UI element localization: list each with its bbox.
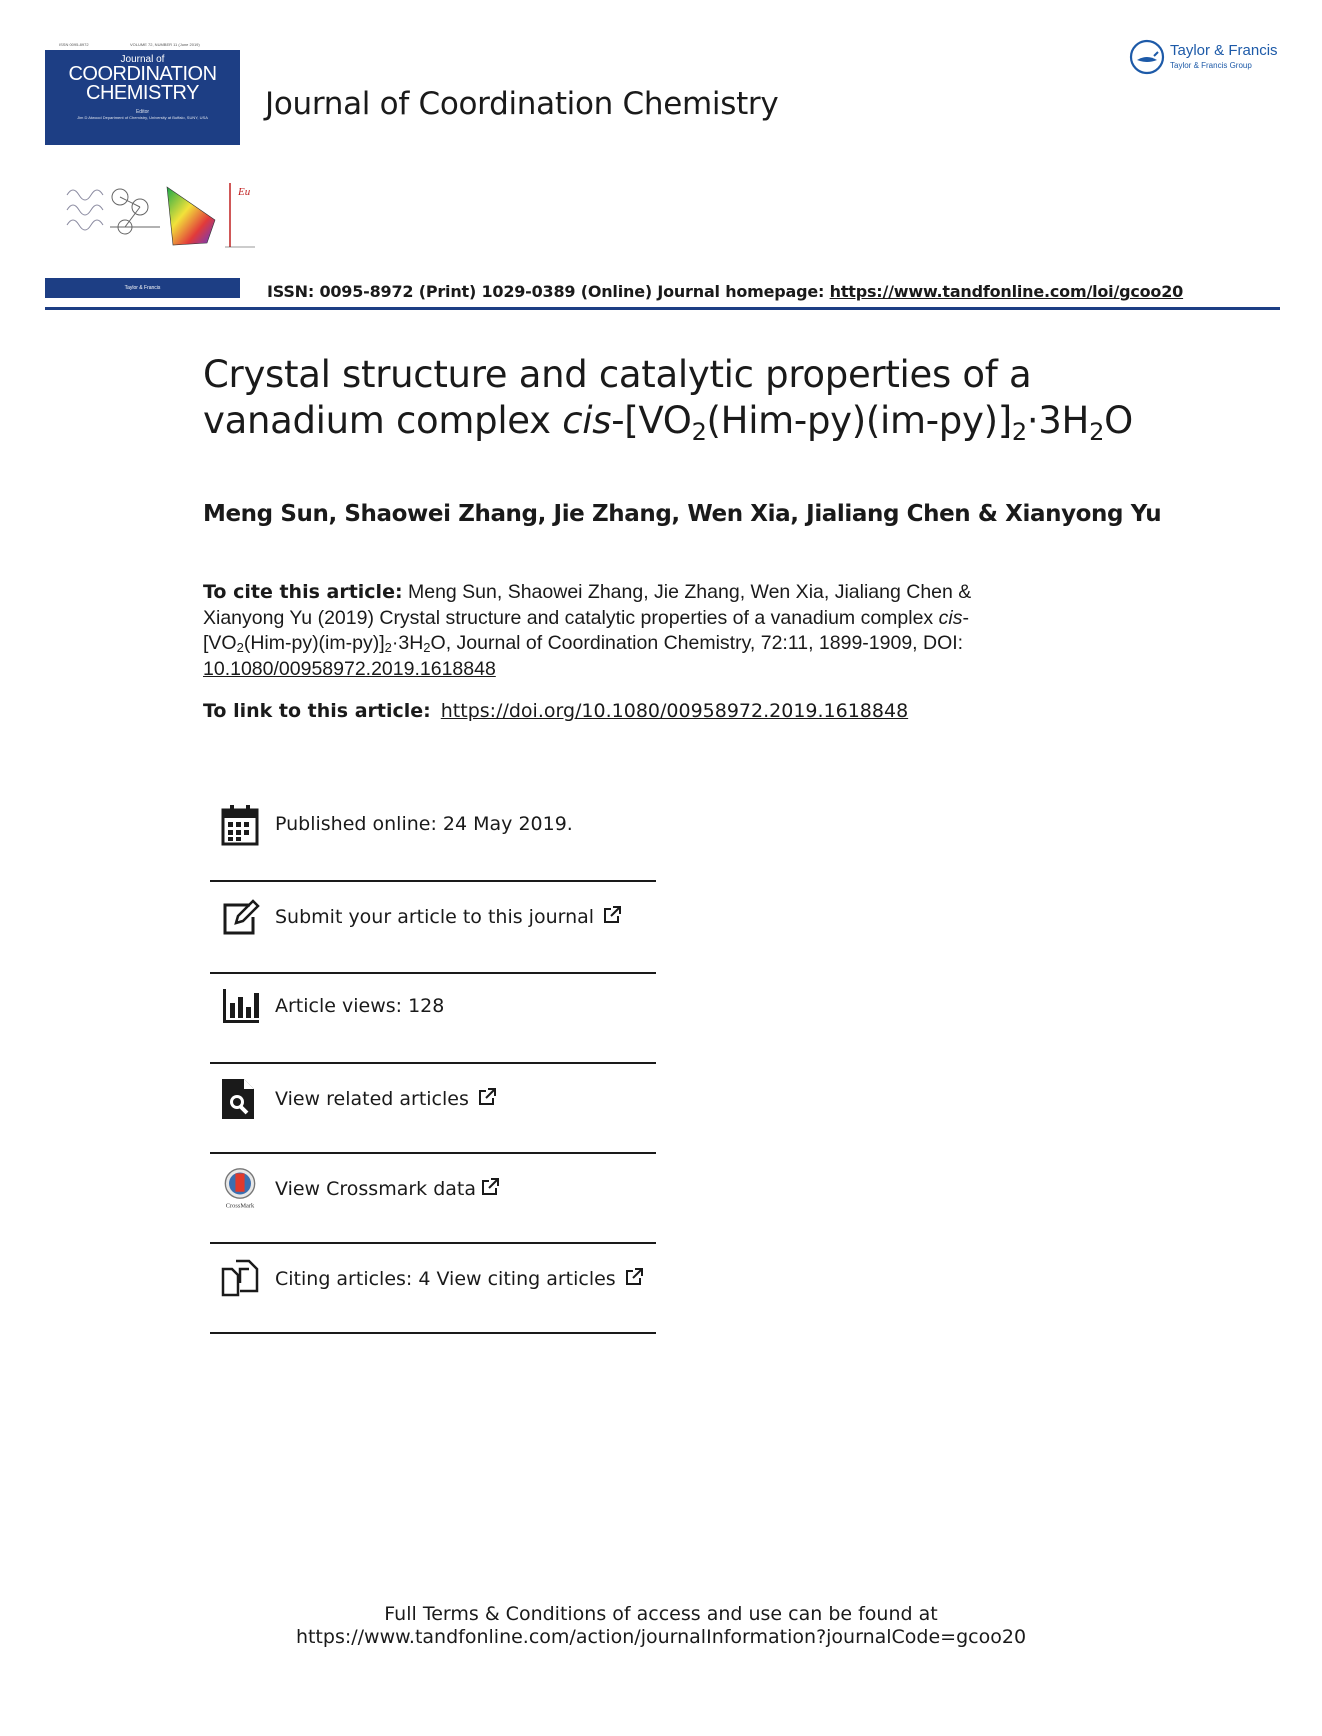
divider	[210, 1152, 656, 1154]
crossmark-icon	[220, 1167, 260, 1211]
cite-text: [VO	[203, 632, 237, 654]
crossmark-link[interactable]	[275, 1177, 500, 1200]
title-line-2	[203, 398, 1203, 444]
external-link-icon	[480, 1177, 500, 1197]
subscript: 2	[384, 640, 392, 655]
issn-text: ISSN: 0095-8972 (Print) 1029-0389 (Online) Journal homepage:	[267, 282, 830, 301]
external-link-icon	[477, 1087, 497, 1107]
submit-article-link[interactable]	[275, 905, 622, 928]
journal-cover-thumbnail	[45, 40, 251, 300]
cie-diagram	[167, 187, 215, 245]
citation-line-3	[203, 631, 1063, 657]
cover-journal-of: Journal of	[120, 54, 165, 65]
related-label: View related articles	[275, 1088, 469, 1110]
publisher-lamp-icon	[1128, 38, 1166, 76]
cite-text: Meng Sun, Shaowei Zhang, Jie Zhang, Wen Xia, Jialiang Chen &	[402, 581, 972, 603]
cover-editor-label: Editor	[135, 109, 150, 115]
citation-line-1	[203, 580, 1063, 606]
footer-line-1: Full Terms & Conditions of access and use can be found at	[384, 1603, 938, 1625]
crossmark-label: View Crossmark data	[275, 1178, 477, 1200]
taylor-francis-logo[interactable]	[1128, 38, 1298, 78]
cite-text: -	[962, 606, 969, 629]
related-articles-link[interactable]	[275, 1087, 497, 1110]
doi-link[interactable]: 10.1080/00958972.2019.1618848	[203, 657, 496, 680]
terms-footer	[0, 1603, 1322, 1649]
views-row	[210, 985, 655, 1055]
cover-issn: ISSN 0095-8972	[59, 42, 89, 47]
title-text: -[VO	[611, 399, 692, 442]
link-label: To link to this article:	[203, 700, 431, 722]
external-link-icon	[602, 905, 622, 925]
cover-volume: VOLUME 72, NUMBER 11 (June 2019)	[130, 42, 200, 47]
wave-lines	[67, 190, 103, 230]
cite-cis: cis	[938, 606, 963, 629]
bar-chart-icon	[220, 985, 260, 1029]
cite-label: To cite this article:	[203, 581, 403, 603]
divider	[210, 1242, 656, 1244]
publisher-group: Taylor & Francis Group	[1170, 61, 1252, 70]
published-row	[210, 803, 655, 873]
subscript: 2	[1011, 418, 1027, 446]
subscript: 2	[236, 640, 244, 655]
molecule-sketch	[110, 189, 160, 234]
cover-top-strip	[45, 40, 240, 50]
subscript: 2	[423, 640, 431, 655]
subscript: 2	[1089, 418, 1105, 446]
related-row[interactable]	[210, 1077, 655, 1147]
published-date: Published online: 24 May 2019.	[275, 813, 573, 835]
citation-line-2	[203, 606, 1063, 632]
cite-text: Xianyong Yu (2019) Crystal structure and catalytic properties of a vanadium complex	[203, 606, 939, 629]
title-text: ·3H	[1026, 399, 1090, 442]
journal-title[interactable]: Journal of Coordination Chemistry	[265, 86, 779, 122]
citing-articles-link[interactable]	[275, 1267, 644, 1290]
external-link-icon	[624, 1267, 644, 1287]
document-search-icon	[220, 1077, 260, 1121]
publisher-name: Taylor & Francis	[1170, 42, 1278, 59]
article-url-link[interactable]: https://doi.org/10.1080/00958972.2019.1618848	[440, 700, 909, 722]
cover-title-band	[45, 50, 240, 145]
title-line-1: Crystal structure and catalytic properties of a	[203, 353, 1032, 396]
cover-art-label: Eu	[238, 186, 251, 198]
journal-homepage-link[interactable]: https://www.tandfonline.com/loi/gcoo20	[829, 282, 1184, 301]
cover-coordination: COORDINATION	[68, 63, 217, 85]
citation-block	[203, 580, 1063, 682]
crossmark-row[interactable]	[210, 1167, 655, 1237]
link-to-article	[203, 700, 908, 722]
divider	[210, 880, 656, 882]
author-list: Meng Sun, Shaowei Zhang, Jie Zhang, Wen Xia, Jialiang Chen & Xianyong Yu	[203, 501, 1162, 527]
footer-terms-url[interactable]: https://www.tandfonline.com/action/journalInformation?journalCode=gcoo20	[295, 1626, 1027, 1648]
title-text: O	[1104, 399, 1133, 442]
title-text: vanadium complex	[203, 399, 563, 442]
article-title	[203, 352, 1203, 444]
cover-artwork	[65, 165, 265, 275]
divider	[210, 1062, 656, 1064]
cite-text: (Him-py)(im-py)]	[243, 632, 385, 654]
issn-line	[267, 282, 1183, 301]
citing-label: Citing articles: 4 View citing articles	[275, 1268, 616, 1290]
edit-icon	[220, 895, 260, 939]
cover-editor-name: Jim D Atwood Department of Chemistry, University at Buffalo, SUNY, USA	[77, 115, 208, 120]
cover-chemistry: CHEMISTRY	[86, 82, 199, 104]
article-views: Article views: 128	[275, 995, 445, 1017]
submit-row[interactable]	[210, 895, 655, 965]
divider	[210, 1332, 656, 1334]
citing-row[interactable]	[210, 1257, 655, 1327]
cite-text: O, Journal of Coordination Chemistry, 72:11, 1899-1909, DOI:	[430, 632, 964, 654]
title-text: (Him-py)(im-py)]	[706, 399, 1012, 442]
calendar-icon	[220, 803, 260, 847]
crossmark-badge-text: CrossMark	[225, 1202, 255, 1210]
copy-documents-icon	[220, 1257, 260, 1301]
submit-label: Submit your article to this journal	[275, 906, 595, 928]
cite-text: ·3H	[391, 632, 424, 654]
header-divider	[45, 307, 1280, 310]
cover-publisher-strip: Taylor & Francis	[45, 278, 240, 298]
title-cis: cis	[562, 399, 612, 442]
subscript: 2	[691, 418, 707, 446]
divider	[210, 972, 656, 974]
